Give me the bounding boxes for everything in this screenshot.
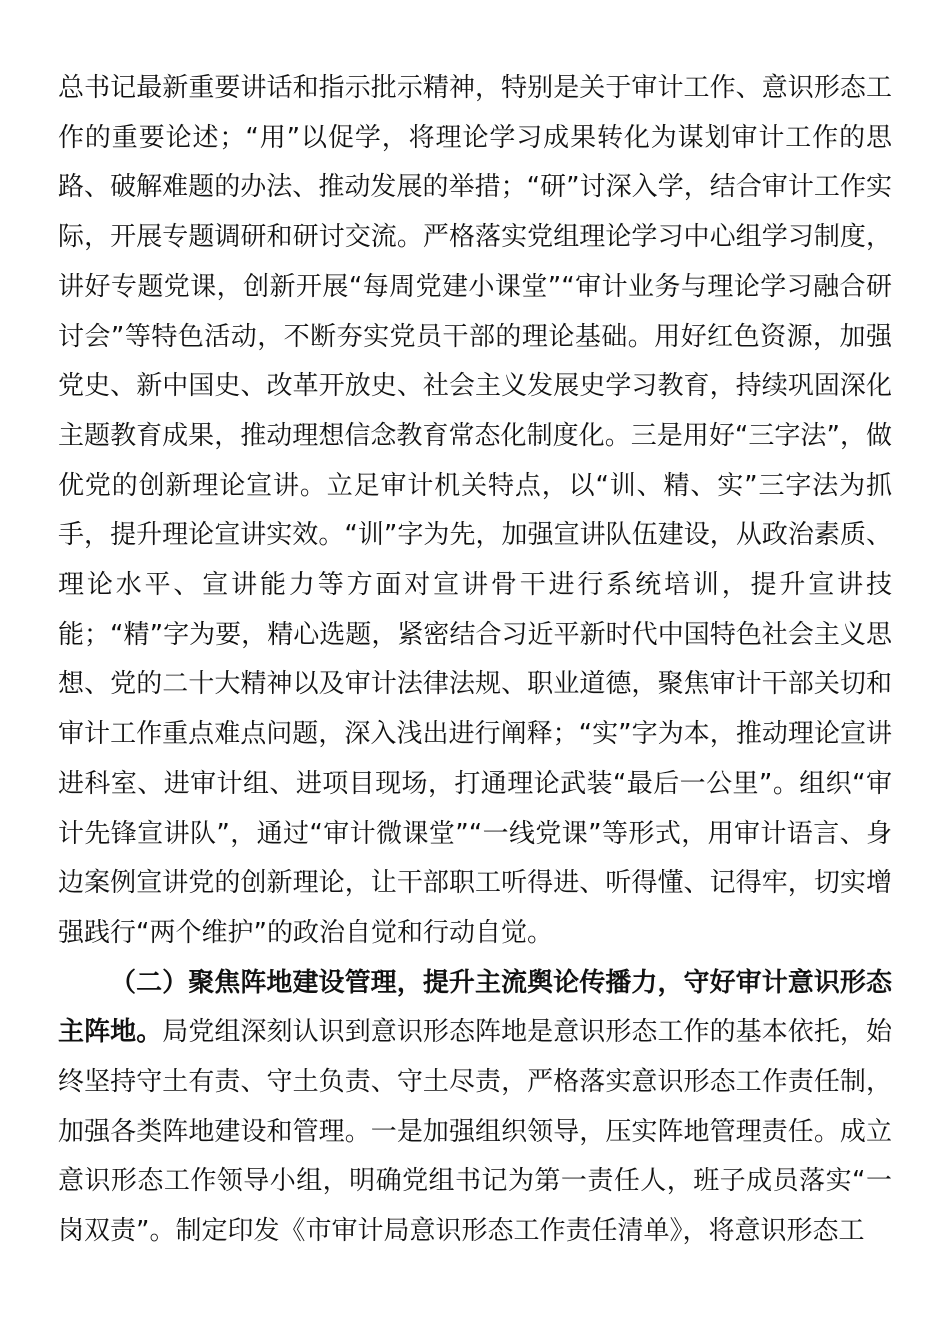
paragraph-1-text: 总书记最新重要讲话和指示批示精神，特别是关于审计工作、意识形态工作的重要论述；“用”以促学，将理论学习成果转化为谋划审计工作的思路、破解难题的办法、推动发展的举措；“研”讨深入学，结合审计工作实际，开展专题调研和研讨交流。严格落实党组理论学习中心组学习制度，讲好专题党课，创新开展“每周党建小课堂”“审计业务与理论学习融合研讨会”等特色活动，不断夯实党员干部的理论基础。用好红色资源，加强党史、新中国史、改革开放史、社会主义发展史学习教育，持续巩固深化主题教育成果，推动理想信念教育常态化制度化。三是用好“三字法”，做优党的创新理论宣讲。立足审计机关特点，以“训、精、实”三字法为抓手，提升理论宣讲实效。“训”字为先，加强宣讲队伍建设，从政治素质、理论水平、宣讲能力等方面对宣讲骨干进行系统培训，提升宣讲技能；“精”字为要，精心选题，紧密结合习近平新时代中国特色社会主义思想、党的二十大精神以及审计法律法规、职业道德，聚焦审计干部关切和审计工作重点难点问题，深入浅出进行阐释；“实”字为本，推动理论宣讲进科室、进审计组、进项目现场，打通理论武装“最后一公里”。组织“审计先锋宣讲队”，通过“审计微课堂”“一线党课”等形式，用审计语言、身边案例宣讲党的创新理论，让干部职工听得进、听得懂、记得牢，切实增强践行“两个维护”的政治自觉和行动自觉。 <box>58 73 892 948</box>
document-body <box>58 64 892 1257</box>
paragraph-1 <box>58 64 892 959</box>
section-heading: （二）聚焦阵地建设管理，提升主流舆论传播力，守好审计意识形态主阵地。 <box>58 967 892 1048</box>
paragraph-2-text: 局党组深刻认识到意识形态阵地是意识形态工作的基本依托，始终坚持守土有责、守土负责、守土尽责，严格落实意识形态工作责任制，加强各类阵地建设和管理。一是加强组织领导，压实阵地管理责任。成立意识形态工作领导小组，明确党组书记为第一责任人，班子成员落实“一岗双责”。制定印发《市审计局意识形态工作责任清单》，将意识形态工 <box>58 1017 892 1247</box>
paragraph-2 <box>58 959 892 1257</box>
